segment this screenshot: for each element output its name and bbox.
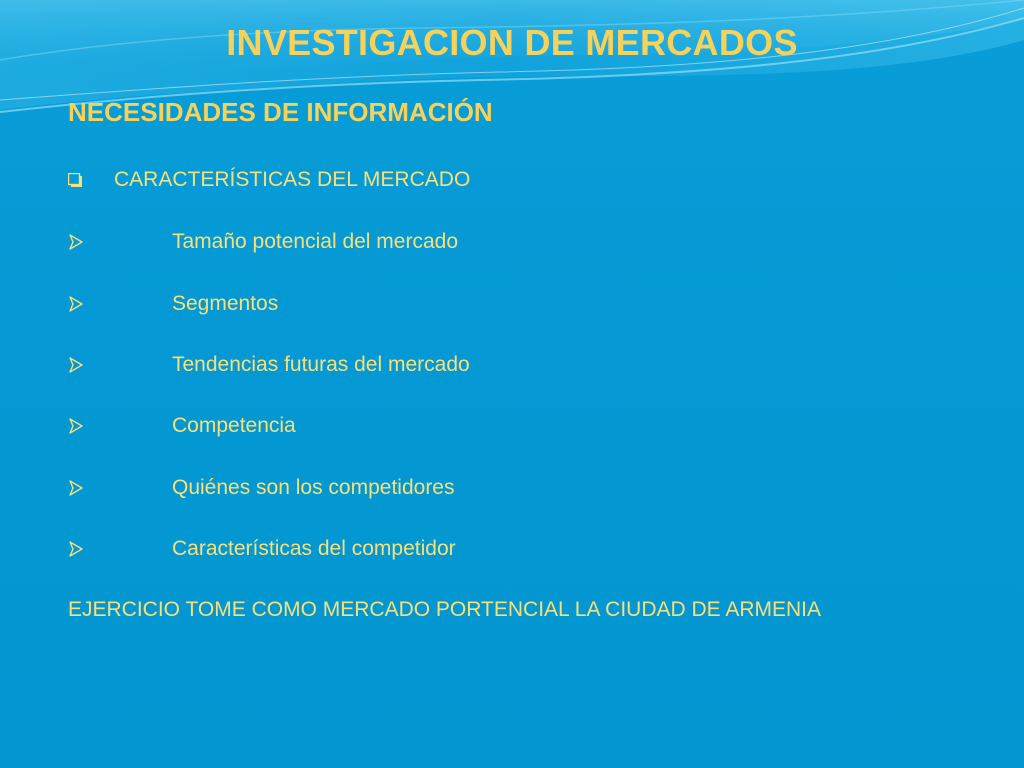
- list-item-label: Tendencias futuras del mercado: [172, 353, 470, 376]
- list-item-label: Quiénes son los competidores: [172, 476, 455, 499]
- list-item-label: Tamaño potencial del mercado: [172, 230, 459, 253]
- list-item-label: Características del competidor: [172, 537, 456, 560]
- slide-subtitle: NECESIDADES DE INFORMACIÓN: [68, 97, 493, 127]
- arrow-bullet-icon: [68, 418, 84, 434]
- exercise-text: EJERCICIO TOME COMO MERCADO PORTENCIAL LA CIUDAD DE ARMENIA: [68, 598, 822, 621]
- arrow-bullet-icon: [68, 480, 84, 496]
- arrow-bullet-icon: [68, 296, 84, 312]
- list-item-label: Segmentos: [172, 292, 279, 315]
- arrow-bullet-icon: [68, 234, 84, 250]
- arrow-bullet-icon: [68, 541, 84, 557]
- category-label: CARACTERÍSTICAS DEL MERCADO: [114, 168, 471, 191]
- arrow-bullet-icon: [68, 357, 84, 373]
- slide-title: INVESTIGACION DE MERCADOS: [226, 22, 798, 63]
- list-item-label: Competencia: [172, 414, 296, 437]
- checkbox-square-icon: [68, 173, 82, 187]
